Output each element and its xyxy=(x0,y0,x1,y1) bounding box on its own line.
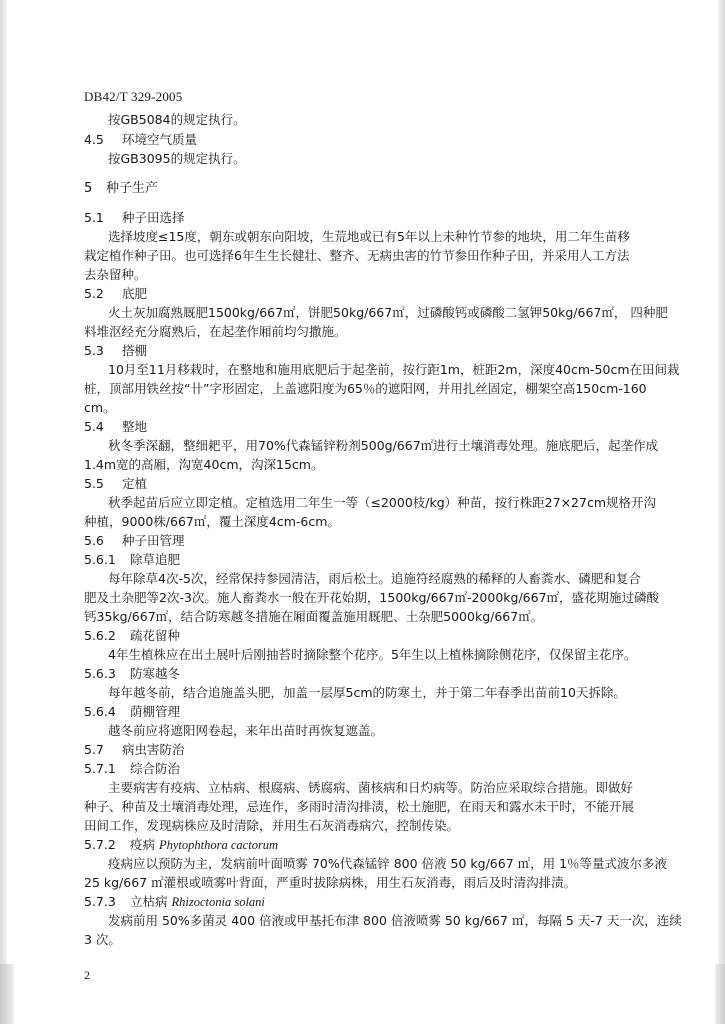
section-title: 种子田管理 xyxy=(122,533,185,548)
section-number: 5.6 xyxy=(84,533,104,548)
latin-name: Phytophthora cactorum xyxy=(159,838,279,852)
section-title: 环境空气质量 xyxy=(122,132,198,147)
paragraph-line: 火土灰加腐熟厩肥1500kg/667㎡，饼肥50kg/667㎡，过磷酸钙或磷酸二氢钾50kg/667㎡， 四种肥 xyxy=(108,305,668,320)
paragraph-line: 钙35kg/667㎡，结合防寒越冬措施在厢面覆盖施用厩肥、土杂肥5000kg/667㎡。 xyxy=(84,609,544,624)
section-number: 5.7.1 xyxy=(84,761,116,776)
paragraph-line: 每年越冬前，结合追施盖头肥，加盖一层厚5cm的防寒土，并于第二年春季出苗前10天拆除。 xyxy=(108,685,626,700)
section-heading-5-4 xyxy=(84,419,147,435)
section-number: 5.7.2 xyxy=(84,837,116,852)
paragraph-line: 种子、种苗及土壤消毒处理，忌连作，多雨时清沟排渍，松土施肥，在雨天和露水未干时，不能开展 xyxy=(84,799,635,814)
paragraph-line: 疫病应以预防为主，发病前叶面喷雾 70%代森锰锌 800 倍液 50 kg/667 ㎡，用 1％等量式波尔多液 xyxy=(108,856,668,871)
section-heading-5-2 xyxy=(84,286,147,302)
section-title: 整地 xyxy=(122,419,148,434)
section-number: 5.3 xyxy=(84,343,104,358)
paragraph-line: 料堆沤经充分腐熟后，在起垄作厢前均匀撒施。 xyxy=(84,324,347,339)
section-title: 底肥 xyxy=(122,286,148,301)
section-title: 防寒越冬 xyxy=(130,666,181,681)
section-number: 5.6.3 xyxy=(84,666,116,681)
section-heading-5-6-4 xyxy=(84,704,180,720)
section-number: 5.7.3 xyxy=(84,894,116,909)
section-heading-5-7 xyxy=(84,742,185,758)
section-title: 除草追肥 xyxy=(130,552,181,567)
paragraph-line: 肥及土杂肥等2次-3次。施人畜粪水一般在开花始期，1500kg/667㎡-2000kg/667㎡，盛花期施过磷酸 xyxy=(84,590,660,605)
page-edge-right xyxy=(718,0,725,1024)
paragraph-line: 按GB3095的规定执行。 xyxy=(108,151,246,166)
section-number: 5.4 xyxy=(84,419,104,434)
section-heading-4-5 xyxy=(84,132,197,148)
section-number: 5.5 xyxy=(84,476,104,491)
paragraph-line: 桩，顶部用铁丝按“卄”字形固定，上盖遮阳度为65％的遮阳网，并用扎丝固定，棚架空高150cm-160 xyxy=(84,381,647,396)
section-title: 综合防治 xyxy=(130,761,181,776)
paragraph-line: 25 kg/667 ㎡灌根或喷雾叶背面，严重时拔除病株，用生石灰消毒，雨后及时清沟排渍。 xyxy=(84,875,577,890)
section-heading-5-5 xyxy=(84,476,147,492)
section-title: 疫病 xyxy=(130,837,156,852)
page-corner-bottom-left xyxy=(0,964,14,1024)
paragraph-line: 栽定植作种子田。也可选择6年生生长健壮、整齐、无病虫害的竹节参田作种子田，并采用人工方法 xyxy=(84,248,630,263)
section-heading-5-1 xyxy=(84,210,185,226)
section-heading-5-6-2 xyxy=(84,628,180,644)
section-number: 5.6.4 xyxy=(84,704,116,719)
section-title: 种子生产 xyxy=(106,181,159,196)
paragraph-line: 去杂留种。 xyxy=(84,267,147,282)
paragraph-line: 种植，9000株/667㎡，覆土深度4cm-6cm。 xyxy=(84,514,340,529)
page-corner-bottom-right xyxy=(715,964,725,1024)
section-title: 荫棚管理 xyxy=(130,704,181,719)
paragraph-line: 1.4m宽的高厢，沟宽40cm，沟深15cm。 xyxy=(84,457,324,472)
section-number: 5.7 xyxy=(84,742,104,757)
paragraph-line: 发病前用 50%多菌灵 400 倍液或甲基托布津 800 倍液喷雾 50 kg/667 ㎡，每隔 5 天-7 天一次，连续 xyxy=(108,913,682,928)
section-heading-5-6 xyxy=(84,533,185,549)
section-number: 4.5 xyxy=(84,132,104,147)
section-number: 5.2 xyxy=(84,286,104,301)
section-heading-5-7-2 xyxy=(84,837,278,853)
paragraph-line: 10月至11月移栽时，在整地和施用底肥后于起垄前，按行距1m，桩距2m，深度40cm-50cm在田间栽 xyxy=(108,362,680,377)
section-heading-5-7-1 xyxy=(84,761,180,777)
section-heading-5-3 xyxy=(84,343,147,359)
section-title: 搭棚 xyxy=(122,343,148,358)
section-number: 5.6.2 xyxy=(84,628,116,643)
paragraph-line: 越冬前应将遮阳网卷起，来年出苗时再恢复遮盖。 xyxy=(108,723,384,738)
paragraph-line: 每年除草4次-5次，经常保持参园清洁，雨后松土。追施符经腐熟的稀释的人畜粪水、磷肥和复合 xyxy=(108,571,641,586)
section-title: 立枯病 xyxy=(130,894,168,909)
section-heading-5 xyxy=(84,181,158,197)
section-title: 疏花留种 xyxy=(130,628,181,643)
section-heading-5-6-1 xyxy=(84,552,180,568)
paragraph-line: 按GB5084的规定执行。 xyxy=(108,112,246,127)
paragraph-line: 田间工作，发现病株应及时清除，并用生石灰消毒病穴，控制传染。 xyxy=(84,818,460,833)
latin-name: Rhizoctonia solani xyxy=(171,895,265,909)
section-title: 种子田选择 xyxy=(122,210,185,225)
page-number: 2 xyxy=(84,968,90,982)
page-edge-left xyxy=(0,0,7,1024)
section-number: 5.1 xyxy=(84,210,104,225)
section-heading-5-6-3 xyxy=(84,666,180,682)
section-title: 定植 xyxy=(122,476,148,491)
standard-code: DB42/T 329-2005 xyxy=(84,89,183,104)
section-number: 5 xyxy=(84,181,93,196)
paragraph-line: cm。 xyxy=(84,400,116,415)
section-heading-5-7-3 xyxy=(84,894,265,910)
paragraph-line: 3 次。 xyxy=(84,932,121,947)
paragraph-line: 4年生植株应在出土展叶后刚抽苔时摘除整个花序。5年生以上植株摘除侧花序，仅保留主花序。 xyxy=(108,647,637,662)
section-title: 病虫害防治 xyxy=(122,742,185,757)
paragraph-line: 秋冬季深翻，整细耙平，用70%代森锰锌粉剂500g/667㎡进行土壤消毒处理。施底肥后，起垄作成 xyxy=(108,438,659,453)
paragraph-line: 选择坡度≤15度，朝东或朝东向阳坡，生荒地或已有5年以上未种竹节参的地块，用二年生苗移 xyxy=(108,229,630,244)
section-number: 5.6.1 xyxy=(84,552,116,567)
paragraph-line: 秋季起苗后应立即定植。定植选用二年生一等（≤2000枝/kg）种苗，按行株距27×27cm规格开沟 xyxy=(108,495,657,510)
paragraph-line: 主要病害有疫病、立枯病、根腐病、锈腐病、菌核病和日灼病等。防治应采取综合措施。即做好 xyxy=(108,780,634,795)
